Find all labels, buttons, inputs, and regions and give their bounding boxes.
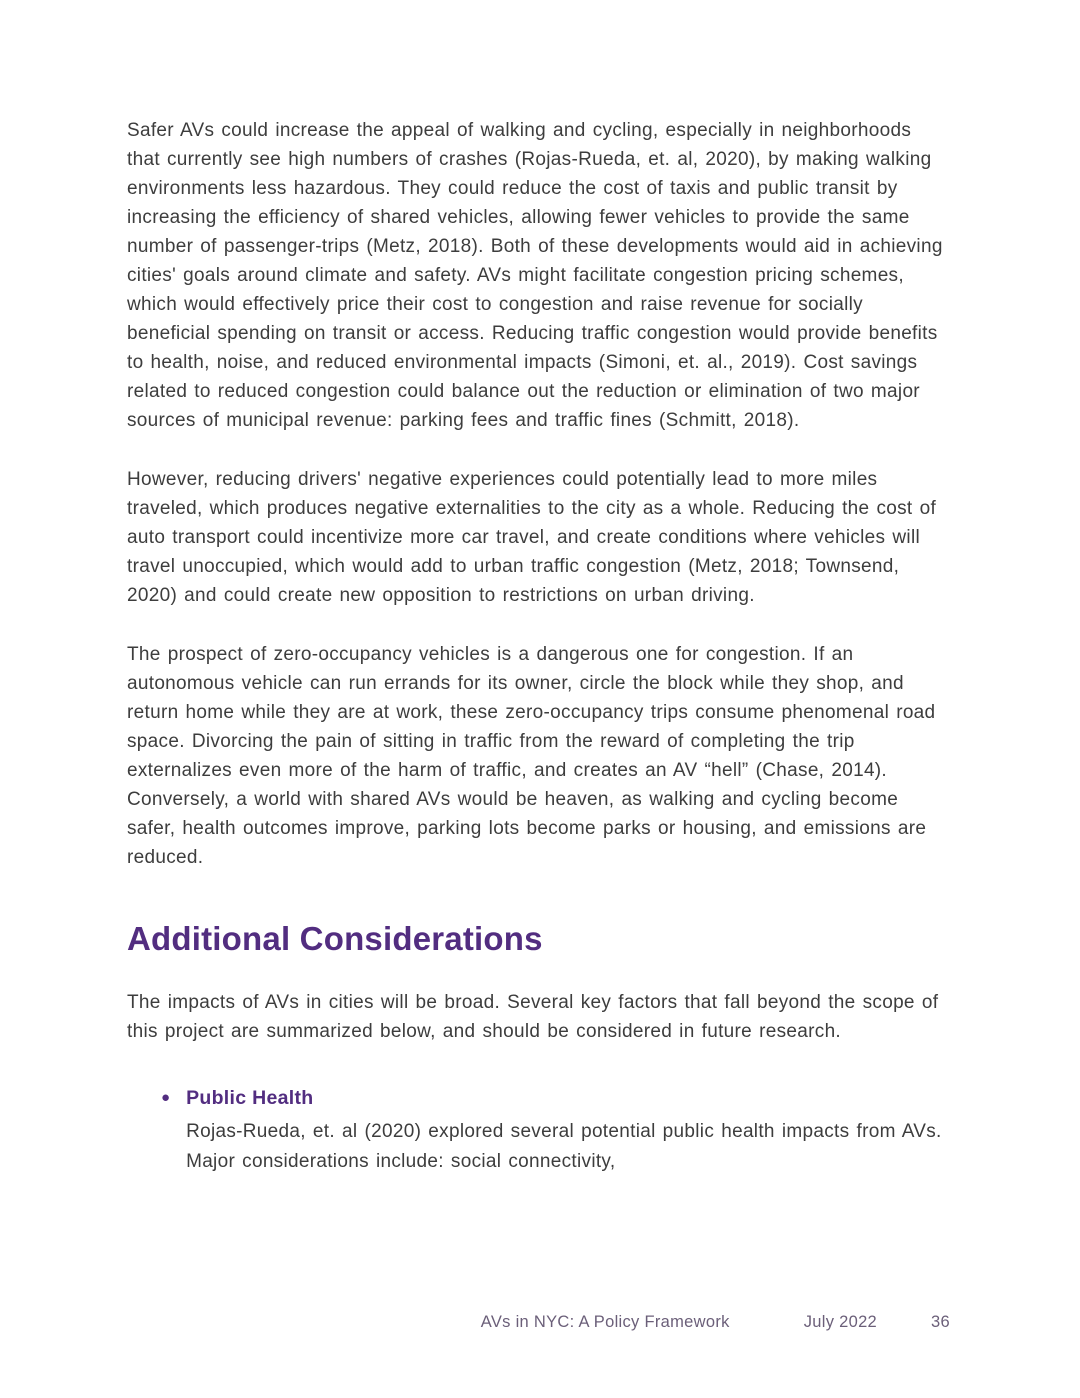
paragraph-zero-occupancy: The prospect of zero-occupancy vehicles is a dangerous one for congestion. If an autonomous vehicle can run errands for its owner, circle the block while they shop, and return home while they are at work, these zero-occupancy trips consume phenomenal road space. Divorcing the pain of sitting in traffic from the reward of completing the trip externalizes even more of the harm of traffic, and creates an AV “hell” (Chase, 2014). Conversely, a world with shared AVs would be heaven, as walking and cycling become safer, health outcomes improve, parking lots become parks or housing, and emissions are reduced. <box>127 644 936 868</box>
footer-document-title: AVs in NYC: A Policy Framework <box>480 1313 730 1331</box>
paragraph-safer-avs: Safer AVs could increase the appeal of walking and cycling, especially in neighborhoods that currently see high numbers of crashes (Rojas-Rueda, et. al, 2020), by making walking environments less hazardous. They could reduce the cost of taxis and public transit by increasing the efficiency of shared vehicles, allowing fewer vehicles to provide the same number of passenger-trips (Metz, 2018). Both of these developments would aid in achieving cities' goals around climate and safety. AVs might facilitate congestion pricing schemes, which would effectively price their cost to congestion and raise revenue for socially beneficial spending on transit or access. Reducing traffic congestion would provide benefits to health, noise, and reduced environmental impacts (Simoni, et. al., 2019). Cost savings related to reduced congestion could balance out the reduction or elimination of two major sources of municipal revenue: parking fees and traffic fines (Schmitt, 2018). <box>127 120 943 431</box>
paragraph-negative-experiences: However, reducing drivers' negative experiences could potentially lead to more miles traveled, which produces negative externalities to the city as a whole. Reducing the cost of auto transport could incentivize more car travel, and create conditions where vehicles will travel unoccupied, which would add to urban traffic congestion (Metz, 2018; Townsend, 2020) and could create new opposition to restrictions on urban driving. <box>127 469 937 606</box>
bullet-icon: ● <box>161 1089 171 1106</box>
footer-date: July 2022 <box>803 1313 878 1331</box>
list-item-public-health <box>161 1084 948 1177</box>
paragraph-section-intro: The impacts of AVs in cities will be broad. Several key factors that fall beyond the scope of this project are summarized below, and should be considered in future research. <box>127 992 939 1042</box>
footer-page-number: 36 <box>931 1313 950 1331</box>
list-item-text: Rojas-Rueda, et. al (2020) explored several potential public health impacts from AVs. Major considerations include: social connectivity, <box>186 1121 942 1172</box>
page-footer <box>481 1313 950 1332</box>
list-item-content <box>186 1084 948 1177</box>
list-item-title: Public Health <box>186 1087 314 1109</box>
section-heading-additional-considerations: Additional Considerations <box>127 920 543 957</box>
